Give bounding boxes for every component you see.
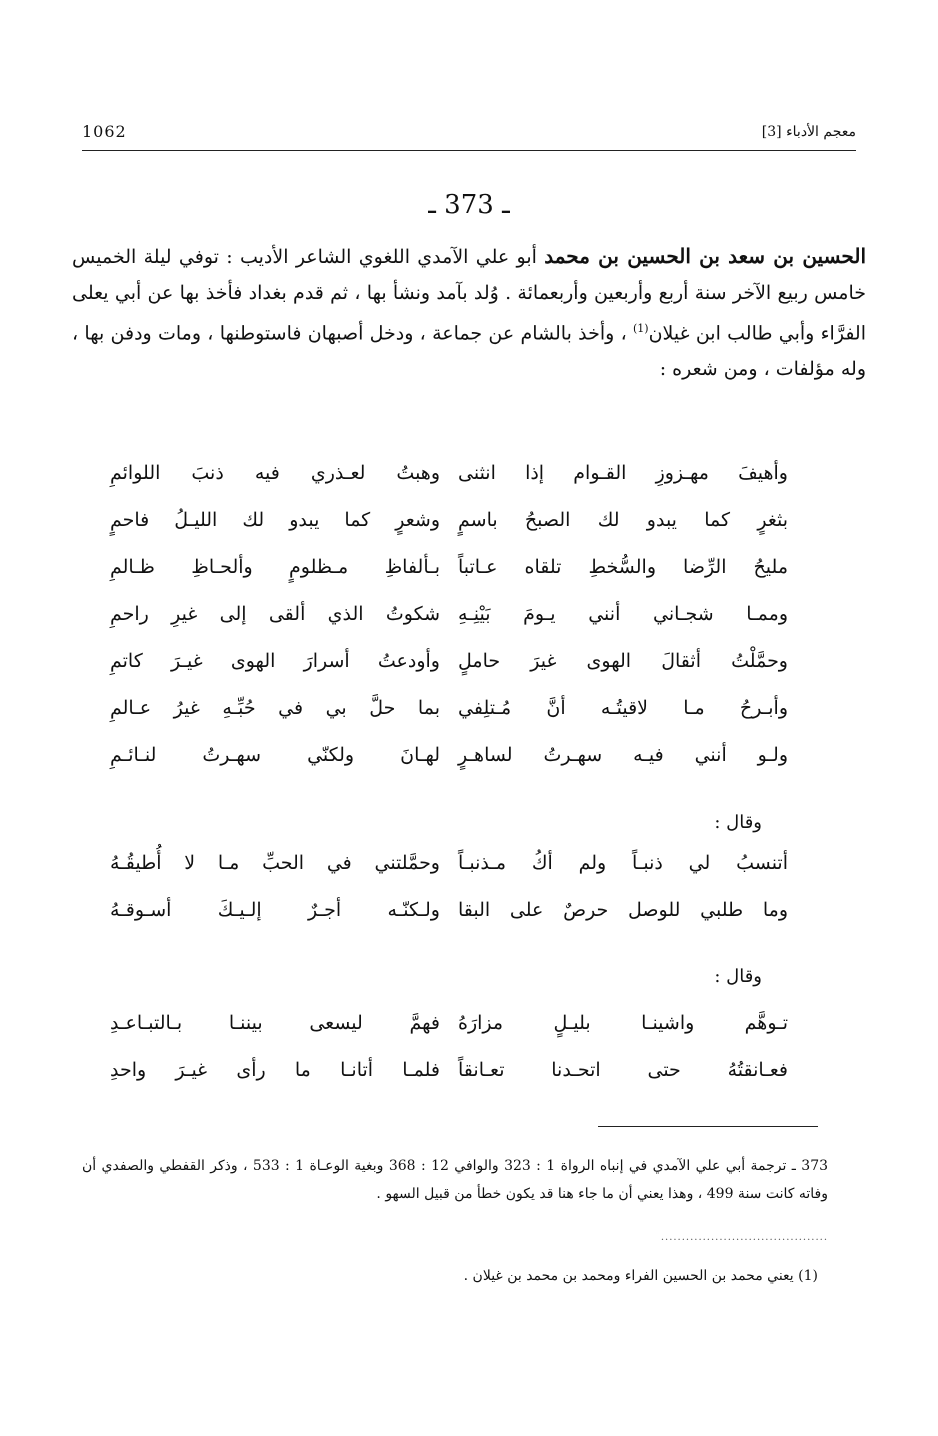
verse-second-hemistich: فلمـا أتانـا ما رأى غيـرَ واحدِ: [110, 1059, 440, 1081]
entry-number: ـ 373 ـ: [428, 190, 510, 220]
book-title: معجم الأدباء [3]: [761, 124, 856, 140]
verse-first-hemistich: وممـا شجـاني أنني يـومَ بَيْنِـهِ: [458, 603, 788, 625]
verse-line: [110, 744, 788, 791]
verse-first-hemistich: بثغرٍ كما يبدو لك الصبحُ باسمٍ: [458, 509, 788, 531]
poem-3: [110, 1012, 788, 1106]
verse-second-hemistich: وهبتُ لعـذري فيه ذنبَ اللوائمِ: [110, 462, 440, 484]
footnote-separator: [598, 1126, 818, 1127]
footnote-1: (1) يعني محمد بن الحسين الفراء ومحمد بن محمد بن غيلان .: [463, 1268, 818, 1284]
verse-first-hemistich: وحمَّلْتُ أثقالَ الهوى غيرَ حاملٍ: [458, 650, 788, 672]
verse-first-hemistich: وما طلبي للوصل حرصٌ على البقا: [458, 899, 788, 921]
page-number: 1062: [82, 122, 127, 141]
dotted-separator: ........................................: [660, 1232, 828, 1243]
verse-line: [110, 1059, 788, 1106]
verse-first-hemistich: أتنسبُ لي ذنبـاً ولم أكُ مـذنبـاً: [458, 852, 788, 874]
biography-text-end: ، وأخذ بالشام عن جماعة ، ودخل أصبهان فاستوطنها ، ومات ودفن بها ، وله مؤلفات ، ومن شعره :: [72, 322, 866, 381]
verse-line: [110, 462, 788, 509]
verse-line: [110, 556, 788, 603]
verse-line: [110, 509, 788, 556]
poem-2: [110, 852, 788, 946]
verse-second-hemistich: لهـانَ ولكنّي سهـرتُ لنـائـمِ: [110, 744, 440, 766]
footnote-ref: (1): [633, 322, 649, 335]
said-label: وقال :: [714, 812, 762, 833]
verse-second-hemistich: وشعرٍ كما يبدو لك الليـلُ فاحمٍ: [110, 509, 440, 531]
verse-line: [110, 650, 788, 697]
poem-1: [110, 462, 788, 791]
verse-first-hemistich: ولـو أنني فيـه سهـرتُ لساهـرٍ: [458, 744, 788, 766]
verse-line: [110, 603, 788, 650]
verse-second-hemistich: وأودعتُ أسرارَ الهوى غيـرَ كاتمِ: [110, 650, 440, 672]
verse-first-hemistich: مليحُ الرِّضا والسُّخطِ تلقاه عـاتباً: [458, 556, 788, 578]
subject-name: الحسين بن سعد بن الحسين بن محمد: [544, 244, 866, 268]
verse-second-hemistich: بـألفاظِ مـظلومٍ وألحـاظِ ظـالمِ: [110, 556, 440, 578]
verse-line: [110, 899, 788, 946]
verse-first-hemistich: تـوهَّم واشينـا بليـلٍ مزارَهُ: [458, 1012, 788, 1034]
verse-second-hemistich: بما حلَّ بي في حُبِّـهِ غيرُ عـالمِ: [110, 697, 440, 719]
running-header: [82, 118, 856, 151]
verse-first-hemistich: فعـانقتُهُ حتى اتحـدنا تعـانقاً: [458, 1059, 788, 1081]
verse-second-hemistich: ولـكنّـه أجـرٌ إلـيـكَ أسـوقـهُ: [110, 899, 440, 921]
verse-second-hemistich: شكوتُ الذي ألقى إلى غيرِ راحمِ: [110, 603, 440, 625]
said-label: وقال :: [714, 966, 762, 987]
verse-second-hemistich: فهمَّ ليسعى بيننـا بـالتبـاعـدِ: [110, 1012, 440, 1034]
verse-first-hemistich: وأهيفَ مهـزوزِ القـوام إذا انثنى: [458, 462, 788, 484]
verse-line: [110, 697, 788, 744]
verse-second-hemistich: وحمَّلتني في الحبِّ مـا لا أُطيقُـهُ: [110, 852, 440, 874]
verse-first-hemistich: وأبـرحُ مـا لاقيتُـه أنَّ مُـتلِفي: [458, 697, 788, 719]
verse-line: [110, 1012, 788, 1059]
entry-footnote: 373 ـ ترجمة أبي علي الآمدي في إنباه الرواة 1 : 323 والوافي 12 : 368 وبغية الوعـاة 1 : 533 ، وذكر القفطي والصفدي أن وفاته كانت سنة 499 ، وهذا يعني أن ما جاء هنا قد يكون خطأ من قبيل السهو .: [82, 1158, 829, 1202]
biography-text: أبو علي الآمدي اللغوي الشاعر الأديب : توفي ليلة الخميس خامس ربيع الآخر سنة أربع وأربعين وأربعمائة . وُلد بآمد ونشأ بها ، ثم قدم بغداد فأخذ بها عن أبي يعلى الفرَّاء وأبي طالب ابن غيلان: [72, 246, 867, 345]
verse-line: [110, 852, 788, 899]
biography-paragraph: [72, 238, 866, 387]
